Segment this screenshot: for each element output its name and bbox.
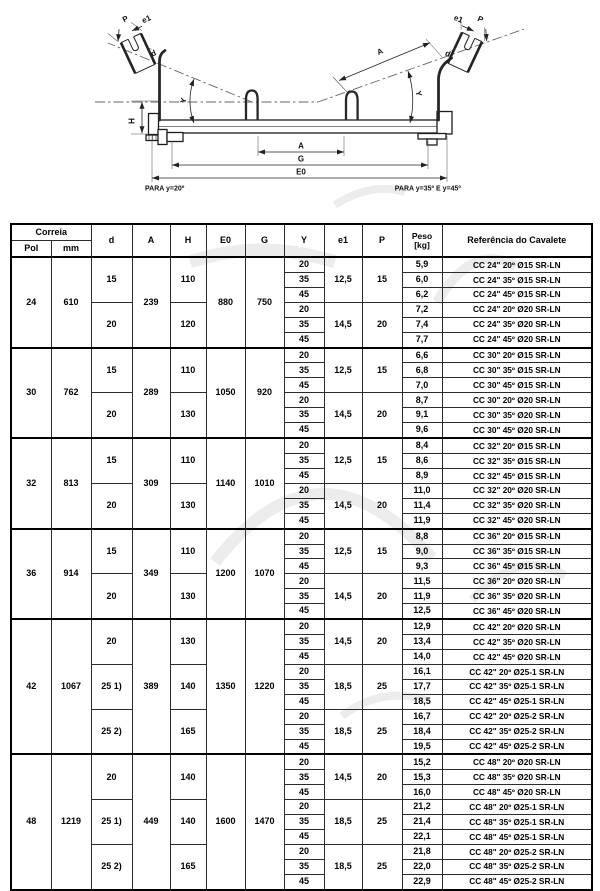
cell-g: 1220 <box>245 619 284 754</box>
cell-h: 165 <box>170 844 206 889</box>
cell-y: 20 <box>284 574 324 589</box>
cell-peso: 6,8 <box>402 363 442 378</box>
cell-y: 20 <box>284 709 324 724</box>
cell-e1: 18,5 <box>324 800 362 845</box>
cell-ref: CC 30" 20º Ø20 SR-LN <box>442 393 592 408</box>
table-row <box>11 483 592 498</box>
cell-y: 45 <box>284 559 324 574</box>
cell-pol: 30 <box>11 348 51 439</box>
cell-y: 45 <box>284 604 324 619</box>
cell-y: 35 <box>284 724 324 739</box>
header-peso-line1: Peso <box>411 230 433 241</box>
label-para-left: PARA y=20º <box>145 185 185 193</box>
cell-ref: CC 24" 45º Ø20 SR-LN <box>442 332 592 347</box>
label-p-right: P <box>476 14 485 25</box>
cell-peso: 18,4 <box>402 724 442 739</box>
cell-y: 45 <box>284 785 324 800</box>
cell-ref: CC 36" 45º Ø20 SR-LN <box>442 604 592 619</box>
cell-ref: CC 42" 35º Ø25-2 SR-LN <box>442 724 592 739</box>
cell-e1: 18,5 <box>324 709 362 754</box>
cell-p: 25 <box>362 844 402 889</box>
cell-peso: 22,1 <box>402 830 442 845</box>
support-post-right <box>439 58 452 120</box>
cell-y: 45 <box>284 513 324 528</box>
cell-p: 20 <box>362 302 402 347</box>
table-body <box>11 257 592 890</box>
cell-peso: 8,7 <box>402 393 442 408</box>
cell-ref: CC 24" 45º Ø15 SR-LN <box>442 287 592 302</box>
cell-e0: 1200 <box>206 529 245 620</box>
cell-ref: CC 42" 20º Ø25-2 SR-LN <box>442 709 592 724</box>
cell-peso: 7,4 <box>402 317 442 332</box>
cell-y: 45 <box>284 423 324 438</box>
dimension-bottom <box>145 136 461 193</box>
cell-p: 20 <box>362 393 402 438</box>
cell-ref: CC 24" 20º Ø20 SR-LN <box>442 302 592 317</box>
cell-peso: 19,5 <box>402 739 442 754</box>
technical-drawing <box>0 0 600 218</box>
header-g: G <box>245 224 284 257</box>
cell-peso: 14,0 <box>402 649 442 664</box>
cell-a: 289 <box>132 348 170 439</box>
cell-ref: CC 48" 35º Ø20 SR-LN <box>442 770 592 785</box>
cell-p: 25 <box>362 664 402 709</box>
header-pol: Pol <box>11 241 51 258</box>
cell-pol: 36 <box>11 529 51 620</box>
cell-y: 45 <box>284 739 324 754</box>
cell-y: 35 <box>284 498 324 513</box>
cell-ref: CC 32" 45º Ø15 SR-LN <box>442 468 592 483</box>
cell-y: 20 <box>284 438 324 453</box>
cell-e1: 12,5 <box>324 348 362 393</box>
cell-h: 110 <box>170 529 206 574</box>
cell-peso: 6,0 <box>402 272 442 287</box>
cell-ref: CC 30" 20º Ø15 SR-LN <box>442 348 592 363</box>
cell-peso: 9,0 <box>402 544 442 559</box>
table-row <box>11 348 592 363</box>
cell-y: 20 <box>284 529 324 544</box>
cell-peso: 16,7 <box>402 709 442 724</box>
header-d: d <box>91 224 132 257</box>
cell-d: 15 <box>91 348 132 393</box>
cell-e1: 18,5 <box>324 664 362 709</box>
cell-ref: CC 36" 20º Ø20 SR-LN <box>442 574 592 589</box>
cell-pol: 24 <box>11 257 51 348</box>
angle-arcs <box>179 71 424 123</box>
cell-ref: CC 36" 35º Ø20 SR-LN <box>442 589 592 604</box>
cell-y: 35 <box>284 635 324 650</box>
header-mm: mm <box>51 241 91 258</box>
cell-p: 15 <box>362 257 402 302</box>
cell-ref: CC 32" 20º Ø20 SR-LN <box>442 483 592 498</box>
cell-peso: 6,2 <box>402 287 442 302</box>
cell-peso: 15,3 <box>402 770 442 785</box>
cell-d: 20 <box>91 483 132 528</box>
cell-ref: CC 48" 35º Ø25-1 SR-LN <box>442 815 592 830</box>
cell-peso: 12,5 <box>402 604 442 619</box>
header-ref: Referência do Cavalete <box>442 224 592 257</box>
cell-e1: 12,5 <box>324 529 362 574</box>
cell-p: 25 <box>362 800 402 845</box>
cell-ref: CC 24" 35º Ø20 SR-LN <box>442 317 592 332</box>
cell-p: 25 <box>362 709 402 754</box>
cell-y: 45 <box>284 694 324 709</box>
cell-peso: 11,9 <box>402 589 442 604</box>
cell-h: 140 <box>170 664 206 709</box>
cell-peso: 8,6 <box>402 453 442 468</box>
cell-d: 25 1) <box>91 800 132 845</box>
cell-e1: 14,5 <box>324 302 362 347</box>
cell-a: 449 <box>132 754 170 889</box>
cell-d: 25 2) <box>91 844 132 889</box>
cell-mm: 1219 <box>51 754 91 889</box>
cell-peso: 22,9 <box>402 874 442 889</box>
cell-mm: 1067 <box>51 619 91 754</box>
cell-h: 120 <box>170 302 206 347</box>
table-row <box>11 302 592 317</box>
cell-ref: CC 30" 45º Ø20 SR-LN <box>442 423 592 438</box>
cell-peso: 17,7 <box>402 679 442 694</box>
cell-ref: CC 42" 20º Ø20 SR-LN <box>442 619 592 634</box>
table-row <box>11 574 592 589</box>
cell-d: 25 1) <box>91 664 132 709</box>
cell-peso: 11,4 <box>402 498 442 513</box>
cell-d: 20 <box>91 393 132 438</box>
cell-y: 35 <box>284 408 324 423</box>
label-y-right: Y <box>413 89 424 98</box>
table-row <box>11 393 592 408</box>
cell-ref: CC 42" 35º Ø25-1 SR-LN <box>442 679 592 694</box>
cell-mm: 610 <box>51 257 91 348</box>
header-a: A <box>132 224 170 257</box>
base-beam <box>149 112 453 135</box>
table-row <box>11 844 592 859</box>
cell-peso: 9,3 <box>402 559 442 574</box>
cell-y: 35 <box>284 453 324 468</box>
cell-e1: 14,5 <box>324 574 362 619</box>
cell-peso: 6,6 <box>402 348 442 363</box>
cell-y: 20 <box>284 393 324 408</box>
label-dim-e0: E0 <box>296 167 306 177</box>
cell-ref: CC 30" 35º Ø20 SR-LN <box>442 408 592 423</box>
header-h: H <box>170 224 206 257</box>
cell-peso: 5,9 <box>402 257 442 272</box>
cell-a: 239 <box>132 257 170 348</box>
label-e1-left: e1 <box>140 13 153 26</box>
cell-y: 35 <box>284 589 324 604</box>
table-row <box>11 664 592 679</box>
header-e0: E0 <box>206 224 245 257</box>
cell-g: 750 <box>245 257 284 348</box>
label-p-left: P <box>121 13 130 25</box>
label-para-right: PARA y=35º E y=45º <box>394 185 461 193</box>
cell-y: 20 <box>284 754 324 769</box>
cell-y: 20 <box>284 348 324 363</box>
cell-g: 920 <box>245 348 284 439</box>
header-e1: e1 <box>324 224 362 257</box>
cell-e1: 14,5 <box>324 393 362 438</box>
cell-ref: CC 32" 35º Ø15 SR-LN <box>442 453 592 468</box>
label-d-right: d <box>443 48 452 59</box>
cell-y: 20 <box>284 619 324 634</box>
header-y: Y <box>284 224 324 257</box>
cell-e1: 18,5 <box>324 844 362 889</box>
cell-ref: CC 24" 20º Ø15 SR-LN <box>442 257 592 272</box>
cell-p: 20 <box>362 574 402 619</box>
cell-ref: CC 30" 35º Ø15 SR-LN <box>442 363 592 378</box>
dimension-a-incline <box>333 39 442 92</box>
cell-ref: CC 32" 45º Ø20 SR-LN <box>442 513 592 528</box>
cell-e1: 12,5 <box>324 257 362 302</box>
cell-mm: 762 <box>51 348 91 439</box>
cell-e0: 1600 <box>206 754 245 889</box>
cell-p: 15 <box>362 348 402 393</box>
cell-peso: 7,7 <box>402 332 442 347</box>
cell-d: 20 <box>91 619 132 664</box>
cell-h: 130 <box>170 483 206 528</box>
cell-ref: CC 48" 45º Ø25-1 SR-LN <box>442 830 592 845</box>
cell-y: 20 <box>284 257 324 272</box>
cell-d: 20 <box>91 302 132 347</box>
cell-peso: 12,9 <box>402 619 442 634</box>
cell-a: 309 <box>132 438 170 529</box>
cell-e0: 1350 <box>206 619 245 754</box>
cell-ref: CC 42" 20º Ø25-1 SR-LN <box>442 664 592 679</box>
cell-peso: 21,4 <box>402 815 442 830</box>
cell-ref: CC 24" 35º Ø15 SR-LN <box>442 272 592 287</box>
cell-y: 45 <box>284 649 324 664</box>
table-row <box>11 754 592 769</box>
cell-peso: 11,9 <box>402 513 442 528</box>
cell-y: 35 <box>284 770 324 785</box>
label-y-left: Y <box>178 96 189 105</box>
cell-a: 349 <box>132 529 170 620</box>
cell-peso: 8,4 <box>402 438 442 453</box>
cell-e1: 14,5 <box>324 754 362 799</box>
cell-ref: CC 42" 35º Ø20 SR-LN <box>442 635 592 650</box>
cell-ref: CC 32" 20º Ø15 SR-LN <box>442 438 592 453</box>
cell-g: 1470 <box>245 754 284 889</box>
cell-y: 35 <box>284 272 324 287</box>
cell-y: 45 <box>284 287 324 302</box>
cell-peso: 11,0 <box>402 483 442 498</box>
cell-mm: 813 <box>51 438 91 529</box>
cell-y: 45 <box>284 468 324 483</box>
cell-peso: 13,4 <box>402 635 442 650</box>
label-e1-right: e1 <box>452 13 465 26</box>
cell-p: 15 <box>362 529 402 574</box>
header-peso-line2: [kg] <box>414 239 430 250</box>
cell-ref: CC 30" 45º Ø15 SR-LN <box>442 378 592 393</box>
cell-ref: CC 48" 45º Ø20 SR-LN <box>442 785 592 800</box>
cell-d: 15 <box>91 438 132 483</box>
spec-table <box>10 223 593 891</box>
cell-e1: 12,5 <box>324 438 362 483</box>
cell-peso: 18,5 <box>402 694 442 709</box>
cell-y: 45 <box>284 332 324 347</box>
cell-peso: 15,2 <box>402 754 442 769</box>
cell-y: 20 <box>284 664 324 679</box>
cell-h: 110 <box>170 438 206 483</box>
support-post-left <box>160 51 166 121</box>
cell-ref: CC 48" 20º Ø25-1 SR-LN <box>442 800 592 815</box>
cell-p: 20 <box>362 619 402 664</box>
cell-d: 20 <box>91 574 132 619</box>
cell-ref: CC 48" 45º Ø25-2 SR-LN <box>442 874 592 889</box>
cell-peso: 21,8 <box>402 844 442 859</box>
cell-y: 45 <box>284 874 324 889</box>
cell-y: 20 <box>284 800 324 815</box>
cell-ref: CC 32" 35º Ø20 SR-LN <box>442 498 592 513</box>
cell-peso: 16,1 <box>402 664 442 679</box>
cell-peso: 8,8 <box>402 529 442 544</box>
cell-d: 15 <box>91 257 132 302</box>
cell-e1: 14,5 <box>324 619 362 664</box>
cell-d: 15 <box>91 529 132 574</box>
cell-p: 20 <box>362 483 402 528</box>
cell-h: 140 <box>170 800 206 845</box>
cell-ref: CC 36" 35º Ø15 SR-LN <box>442 544 592 559</box>
cell-g: 1070 <box>245 529 284 620</box>
header-correia: Correia <box>11 224 91 241</box>
cell-p: 15 <box>362 438 402 483</box>
cell-ref: CC 42" 45º Ø25-1 SR-LN <box>442 694 592 709</box>
cell-y: 35 <box>284 363 324 378</box>
u-bracket-right <box>346 92 358 121</box>
label-d-left: d <box>149 48 158 59</box>
cell-peso: 7,2 <box>402 302 442 317</box>
cell-y: 20 <box>284 302 324 317</box>
cell-peso: 7,0 <box>402 378 442 393</box>
table-header <box>11 224 592 257</box>
table-row <box>11 257 592 272</box>
cell-h: 110 <box>170 257 206 302</box>
cell-y: 35 <box>284 317 324 332</box>
label-dim-g: G <box>297 154 305 164</box>
cell-ref: CC 48" 20º Ø25-2 SR-LN <box>442 844 592 859</box>
cell-ref: CC 48" 35º Ø25-2 SR-LN <box>442 859 592 874</box>
cell-peso: 8,9 <box>402 468 442 483</box>
cell-pol: 42 <box>11 619 51 754</box>
cell-ref: CC 48" 20º Ø20 SR-LN <box>442 754 592 769</box>
cell-a: 389 <box>132 619 170 754</box>
cell-d: 25 2) <box>91 709 132 754</box>
cell-y: 35 <box>284 815 324 830</box>
cell-y: 20 <box>284 483 324 498</box>
label-dim-a: A <box>298 141 304 151</box>
cell-y: 45 <box>284 378 324 393</box>
header-peso <box>402 224 442 257</box>
label-h: H <box>127 118 137 124</box>
cell-peso: 21,2 <box>402 800 442 815</box>
cell-h: 130 <box>170 393 206 438</box>
cell-peso: 9,1 <box>402 408 442 423</box>
cell-peso: 9,6 <box>402 423 442 438</box>
cell-ref: CC 36" 20º Ø15 SR-LN <box>442 529 592 544</box>
cell-y: 45 <box>284 830 324 845</box>
u-bracket-left <box>246 91 258 121</box>
cell-peso: 11,5 <box>402 574 442 589</box>
cell-y: 20 <box>284 844 324 859</box>
cell-h: 140 <box>170 754 206 799</box>
cell-e0: 1050 <box>206 348 245 439</box>
cell-y: 35 <box>284 679 324 694</box>
table-row <box>11 619 592 634</box>
cell-y: 35 <box>284 859 324 874</box>
table-row <box>11 800 592 815</box>
cell-d: 20 <box>91 754 132 799</box>
cell-e0: 880 <box>206 257 245 348</box>
cell-ref: CC 42" 45º Ø25-2 SR-LN <box>442 739 592 754</box>
cell-pol: 48 <box>11 754 51 889</box>
cell-peso: 16,0 <box>402 785 442 800</box>
cell-mm: 914 <box>51 529 91 620</box>
table-row <box>11 529 592 544</box>
cell-h: 130 <box>170 574 206 619</box>
cell-ref: CC 42" 45º Ø20 SR-LN <box>442 649 592 664</box>
cell-y: 35 <box>284 544 324 559</box>
cell-e1: 14,5 <box>324 483 362 528</box>
label-a-incline: A <box>375 46 385 57</box>
cell-h: 165 <box>170 709 206 754</box>
table-row <box>11 438 592 453</box>
cell-pol: 32 <box>11 438 51 529</box>
cell-peso: 22,0 <box>402 859 442 874</box>
cell-ref: CC 36" 45º Ø15 SR-LN <box>442 559 592 574</box>
clamp-bolt-right <box>418 134 446 146</box>
cell-g: 1010 <box>245 438 284 529</box>
cell-e0: 1140 <box>206 438 245 529</box>
cell-h: 130 <box>170 619 206 664</box>
cell-h: 110 <box>170 348 206 393</box>
cell-p: 20 <box>362 754 402 799</box>
table-row <box>11 709 592 724</box>
header-p: P <box>362 224 402 257</box>
